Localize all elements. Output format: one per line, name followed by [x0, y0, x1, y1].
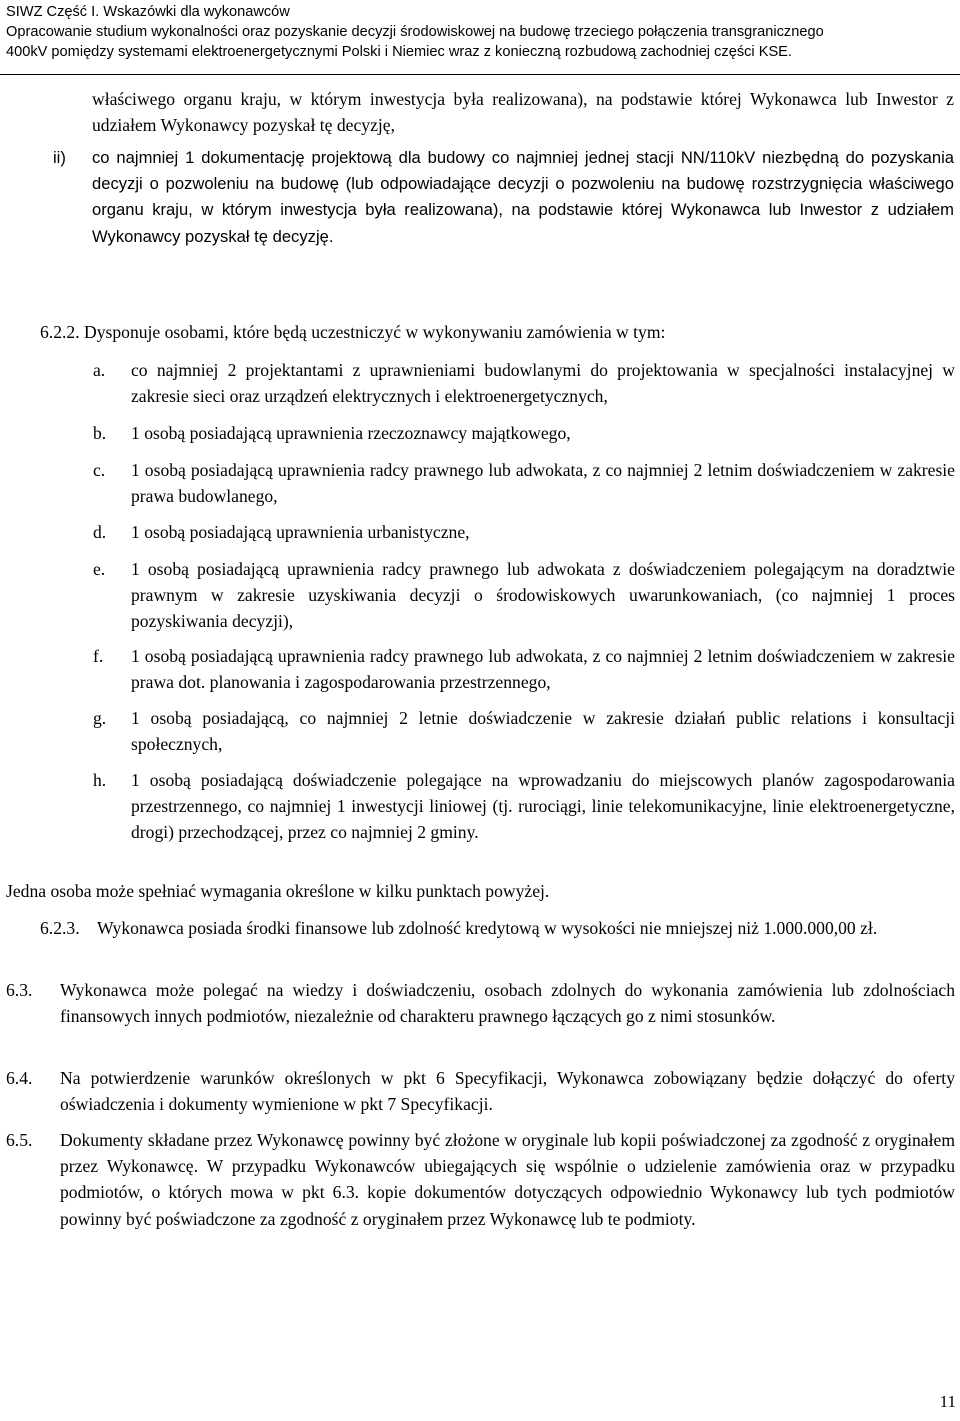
item-c-label: c. [93, 460, 106, 480]
item-f-text: 1 osobą posiadającą uprawnienia radcy prawnego lub adwokata, z co najmniej 2 letnim doświadczeniem w zakresie prawa dot. planowania i zagospodarowania przestrzennego, [131, 646, 955, 693]
item-ii-label: ii) [53, 148, 66, 167]
item-h-text: 1 osobą posiadającą doświadczenie polegające na wprowadzaniu do miejscowych planów zagospodarowania przestrzennego, co najmniej 1 inwestycji liniowej (tj. rurociągi, linie telekomunikacyjne, linie elektroenergetyczne, drogi) przechodzącej, przez co najmniej 2 gminy. [131, 770, 955, 843]
item-g-text: 1 osobą posiadającą, co najmniej 2 letnie doświadczenie w zakresie działań public relations i konsultacji społecznych, [131, 708, 955, 755]
item-g-label: g. [93, 708, 107, 728]
page-header [6, 2, 956, 62]
section-623-text: Wykonawca posiada środki finansowe lub zdolność kredytową w wysokości nie mniejszej niż 1.000.000,00 zł. [97, 918, 878, 938]
item-a-label: a. [93, 360, 106, 380]
continuation-paragraph: właściwego organu kraju, w którym inwestycja była realizowana), na podstawie której Wykonawca lub Inwestor z udziałem Wykonawcy pozyskał tę decyzję, [92, 89, 954, 136]
item-e-text: 1 osobą posiadającą uprawnienia radcy prawnego lub adwokata z doświadczeniem polegającym na doradztwie prawnym w zakresie uzyskiwania decyzji o środowiskowych uwarunkowaniach, (co najmniej 1 proces pozyskiwania decyzji), [131, 559, 955, 632]
header-line-1: SIWZ Część I. Wskazówki dla wykonawców [6, 4, 290, 20]
section-63-text: Wykonawca może polegać na wiedzy i doświadczeniu, osobach zdolnych do wykonania zamówienia lub zdolnościach finansowych innych podmiotów, niezależnie od charakteru prawnego łączących go z nimi stosunków. [60, 980, 955, 1027]
item-h-label: h. [93, 770, 107, 790]
item-ii-text: co najmniej 1 dokumentację projektową dla budowy co najmniej jednej stacji NN/110kV niezbędną do pozyskania decyzji o pozwoleniu na budowę (lub odpowiadające decyzji o pozwoleniu na budowę rozstrzygnięcia właściwego organu kraju, w którym inwestycja była realizowana), na podstawie której Wykonawca lub Inwestor z udziałem Wykonawcy pozyskał tę decyzję. [92, 148, 954, 246]
header-line-2: Opracowanie studium wykonalności oraz pozyskanie decyzji środowiskowej na budowę trzeciego połączenia transgranicznego [6, 24, 824, 40]
item-b-text: 1 osobą posiadającą uprawnienia rzeczoznawcy majątkowego, [131, 423, 571, 443]
item-b-label: b. [93, 423, 107, 443]
header-line-3: 400kV pomiędzy systemami elektroenergetycznymi Polski i Niemiec wraz z konieczną rozbudową zachodniej części KSE. [6, 44, 792, 60]
item-a-text: co najmniej 2 projektantami z uprawnieniami budowlanymi do projektowania w specjalności instalacyjnej w zakresie sieci oraz urządzeń elektrycznych i elektroenergetycznych, [131, 360, 955, 407]
item-c-text: 1 osobą posiadającą uprawnienia radcy prawnego lub adwokata, z co najmniej 2 letnim doświadczeniem w zakresie prawa budowlanego, [131, 460, 955, 507]
section-623-number: 6.2.3. [40, 918, 80, 938]
item-d-text: 1 osobą posiadającą uprawnienia urbanistyczne, [131, 522, 470, 542]
item-f-label: f. [93, 646, 104, 666]
page-number: 11 [939, 1392, 956, 1411]
section-622-heading [40, 319, 665, 345]
section-622-title: Dysponuje osobami, które będą uczestniczyć w wykonywaniu zamówienia w tym: [84, 322, 666, 342]
section-622-number: 6.2.2. [40, 322, 80, 342]
item-e-label: e. [93, 559, 106, 579]
header-divider [0, 74, 960, 75]
section-64-text: Na potwierdzenie warunków określonych w pkt 6 Specyfikacji, Wykonawca zobowiązany będzie dołączyć do oferty oświadczenia i dokumenty wymienione w pkt 7 Specyfikacji. [60, 1068, 955, 1115]
section-64-number: 6.4. [6, 1068, 33, 1088]
section-65-text: Dokumenty składane przez Wykonawcę powinny być złożone w oryginale lub kopii poświadczonej za zgodność z oryginałem przez Wykonawcę. W przypadku Wykonawców ubiegających się wspólnie o udzielenie zamówienia oraz w przypadku podmiotów, o których mowa w pkt 6.3. kopie dokumentów dotyczących odpowiednio Wykonawcy lub tych podmiotów powinny być poświadczone za zgodność z oryginałem przez Wykonawcę lub te podmioty. [60, 1130, 955, 1229]
section-622-note: Jedna osoba może spełniać wymagania określone w kilku punktach powyżej. [6, 881, 550, 901]
section-65-number: 6.5. [6, 1130, 33, 1150]
item-d-label: d. [93, 522, 107, 542]
section-63-number: 6.3. [6, 980, 33, 1000]
